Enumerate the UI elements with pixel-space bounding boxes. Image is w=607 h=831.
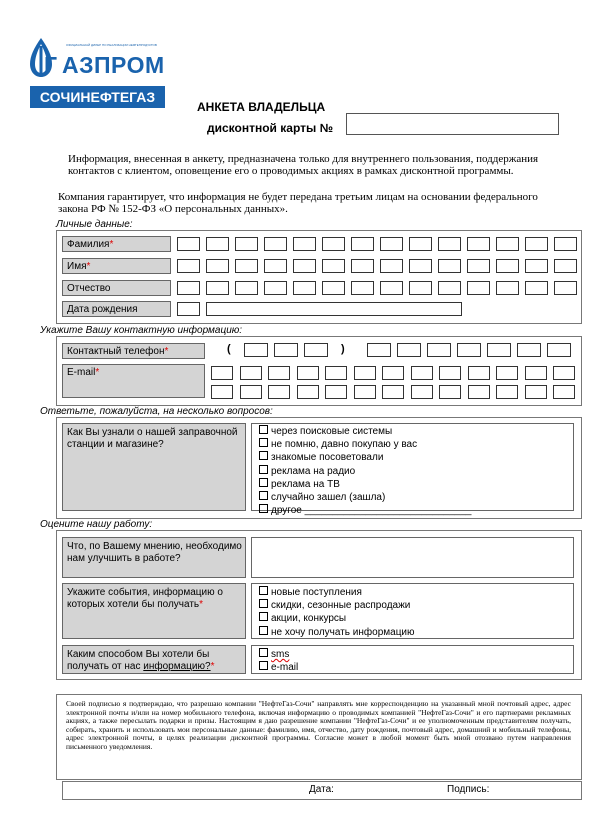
checkbox-icon[interactable] [259,504,268,513]
checkbox-icon[interactable] [259,451,268,460]
email-char-cell[interactable] [525,385,547,399]
lastname-char-cell[interactable] [380,237,403,251]
firstname-char-cell[interactable] [264,259,287,273]
middlename-char-cell[interactable] [351,281,374,295]
date-label: Дата: [309,784,334,795]
questions-section-title: Ответьте, пожалуйста, на несколько вопросов: [40,406,273,417]
channel-question-underlined: информацию? [143,661,211,672]
channel-options-box [251,645,574,674]
firstname-char-cell[interactable] [525,259,548,273]
consent-text: Своей подписью я подтверждаю, что разрешаю компании "НефтеГаз-Сочи" направлять мне корреспонденцию на указанный мной почтовый адрес, адрес электронной почты и/или на номер мобильного телефона, включая информацию о проводимых компанией "НефтеГаз-Сочи" и его партнерами рекламных акциях, а также пересылать подарки и призы. Настоящим я даю разрешение компании "НефтеГаз-Сочи" и ее уполномоченным представителям получать, собирать, хранить и использовать мои персональные данные: фамилию, имя, отчество, дату рождения, почтовый адрес, домашний и мобильный телефоны, адрес электронной почты, в целях реализации дисконтной программы. Согласие может в любой момент быть мной отозвано путем направления письменного уведомления. [66,699,571,751]
events-question-label: Укажите события, информацию о которых хотели бы получать* [62,583,246,639]
card-number-field[interactable] [346,113,559,135]
firstname-char-cell[interactable] [177,259,200,273]
middlename-char-cell[interactable] [380,281,403,295]
phone-number-cell[interactable] [427,343,451,357]
email-char-cell[interactable] [439,366,461,380]
email-char-cell[interactable] [211,385,233,399]
middlename-char-cell[interactable] [496,281,519,295]
phone-number-cell[interactable] [367,343,391,357]
phone-number-cell[interactable] [547,343,571,357]
email-label: E-mail* [62,364,205,398]
source-option[interactable]: через поисковые системы [259,425,573,438]
lastname-char-cell[interactable] [409,237,432,251]
lastname-char-cell[interactable] [293,237,316,251]
checkbox-icon[interactable] [259,491,268,500]
middlename-char-cell[interactable] [293,281,316,295]
source-option[interactable]: случайно зашел (зашла) [259,491,573,504]
source-option[interactable]: реклама на радио [259,465,573,478]
card-number-label: дисконтной карты № [207,121,333,135]
firstname-char-cell[interactable] [235,259,258,273]
email-char-cell[interactable] [468,385,490,399]
checkbox-icon[interactable] [259,425,268,434]
email-char-cell[interactable] [468,366,490,380]
phone-number-cell[interactable] [517,343,541,357]
lastname-char-cell[interactable] [177,237,200,251]
middlename-char-cell[interactable] [554,281,577,295]
subsidiary-name: СОЧИНЕФТЕГАЗ [30,86,165,108]
checkbox-icon[interactable] [259,612,268,621]
lastname-char-cell[interactable] [467,237,490,251]
events-option[interactable]: новые поступления [259,586,573,599]
phone-code-cell[interactable] [244,343,268,357]
lastname-char-cell[interactable] [554,237,577,251]
intro-paragraph-1: Информация, внесенная в анкету, предназначена только для внутреннего пользования, поддержания контактов с клиентом, оповещение его о проводимых акциях в рамках дисконтной программы. [68,153,539,178]
improve-answer-field[interactable] [251,537,574,578]
lastname-char-cell[interactable] [322,237,345,251]
email-char-cell[interactable] [525,366,547,380]
personal-section-title: Личные данные: [56,219,133,230]
firstname-label: Имя* [62,258,171,274]
email-char-cell[interactable] [411,385,433,399]
email-char-cell[interactable] [240,366,262,380]
middlename-char-cell[interactable] [206,281,229,295]
firstname-char-cell[interactable] [380,259,403,273]
email-char-cell[interactable] [382,366,404,380]
firstname-char-cell[interactable] [554,259,577,273]
events-option[interactable]: акции, конкурсы [259,612,573,625]
phone-label: Контактный телефон* [62,343,205,359]
channel-option-sms[interactable]: sms [259,648,573,661]
email-char-cell[interactable] [297,385,319,399]
lastname-char-cell[interactable] [525,237,548,251]
phone-paren-open: ( [227,343,231,355]
checkbox-icon[interactable] [259,648,268,657]
email-char-cell[interactable] [268,385,290,399]
improve-question-label: Что, по Вашему мнению, необходимо нам улучшить в работе? [62,537,246,578]
middlename-char-cell[interactable] [467,281,490,295]
signature-label: Подпись: [447,784,490,795]
email-char-cell[interactable] [382,385,404,399]
firstname-char-cell[interactable] [467,259,490,273]
channel-question-label: Каким способом Вы хотели бы получать от нас информацию?* [62,645,246,674]
intro-paragraph-2: Компания гарантирует, что информация не будет передана третьим лицам на основании федерального закона РФ № 152-ФЗ «О персональных данных». [58,191,538,216]
events-option[interactable]: не хочу получать информацию [259,626,573,639]
source-option[interactable]: не помню, давно покупаю у вас [259,438,573,451]
middlename-char-cell[interactable] [264,281,287,295]
middlename-label: Отчество [62,280,171,296]
firstname-char-cell[interactable] [409,259,432,273]
phone-paren-close: ) [341,343,345,355]
middlename-char-cell[interactable] [525,281,548,295]
source-option[interactable]: другое ______________________________ [259,504,573,517]
firstname-char-cell[interactable] [351,259,374,273]
source-option[interactable]: реклама на ТВ [259,478,573,491]
middlename-char-cell[interactable] [409,281,432,295]
phone-number-cell[interactable] [397,343,421,357]
middlename-char-cell[interactable] [235,281,258,295]
checkbox-icon[interactable] [259,465,268,474]
middlename-char-cell[interactable] [438,281,461,295]
rating-section-title: Оцените нашу работу: [40,519,153,530]
events-option[interactable]: скидки, сезонные распродажи [259,599,573,612]
email-char-cell[interactable] [496,366,518,380]
source-options-box [251,423,574,517]
logo-fine-print: ОФИЦИАЛЬНЫЙ ДИЛЕР ПО РЕАЛИЗАЦИИ НЕФТЕПРОДУКТОВ [66,43,157,47]
email-char-cell[interactable] [354,366,376,380]
firstname-char-cell[interactable] [206,259,229,273]
brand-first-letter: Г [44,52,58,78]
contact-section-title: Укажите Вашу контактную информацию: [40,325,243,336]
phone-number-cell[interactable] [487,343,511,357]
channel-option-email[interactable]: e-mail [259,661,573,674]
email-char-cell[interactable] [553,385,575,399]
birthdate-label: Дата рождения [62,301,171,317]
checkbox-icon[interactable] [259,478,268,487]
lastname-char-cell[interactable] [351,237,374,251]
phone-number-cell[interactable] [457,343,481,357]
checkbox-icon[interactable] [259,599,268,608]
birthdate-field[interactable] [206,302,462,316]
middlename-char-cell[interactable] [177,281,200,295]
lastname-char-cell[interactable] [496,237,519,251]
firstname-char-cell[interactable] [293,259,316,273]
checkbox-icon[interactable] [259,661,268,670]
email-char-cell[interactable] [268,366,290,380]
lastname-char-cell[interactable] [235,237,258,251]
email-char-cell[interactable] [325,385,347,399]
email-char-cell[interactable] [439,385,461,399]
middlename-char-cell[interactable] [322,281,345,295]
birthdate-char-cell[interactable] [177,302,200,316]
phone-code-cell[interactable] [304,343,328,357]
checkbox-icon[interactable] [259,626,268,635]
email-char-cell[interactable] [325,366,347,380]
firstname-char-cell[interactable] [496,259,519,273]
email-char-cell[interactable] [354,385,376,399]
email-char-cell[interactable] [297,366,319,380]
lastname-char-cell[interactable] [264,237,287,251]
form-title: АНКЕТА ВЛАДЕЛЬЦА [197,100,326,114]
brand-name: АЗПРОМ [62,52,165,78]
firstname-char-cell[interactable] [438,259,461,273]
firstname-char-cell[interactable] [322,259,345,273]
events-options-box [251,583,574,639]
email-char-cell[interactable] [411,366,433,380]
lastname-label: Фамилия* [62,236,171,252]
email-char-cell[interactable] [496,385,518,399]
phone-code-cell[interactable] [274,343,298,357]
checkbox-icon[interactable] [259,438,268,447]
email-char-cell[interactable] [553,366,575,380]
checkbox-icon[interactable] [259,586,268,595]
email-char-cell[interactable] [240,385,262,399]
source-option[interactable]: знакомые посоветовали [259,451,573,464]
question-source-label: Как Вы узнали о нашей заправочной станции и магазине? [62,423,246,511]
lastname-char-cell[interactable] [206,237,229,251]
email-char-cell[interactable] [211,366,233,380]
lastname-char-cell[interactable] [438,237,461,251]
